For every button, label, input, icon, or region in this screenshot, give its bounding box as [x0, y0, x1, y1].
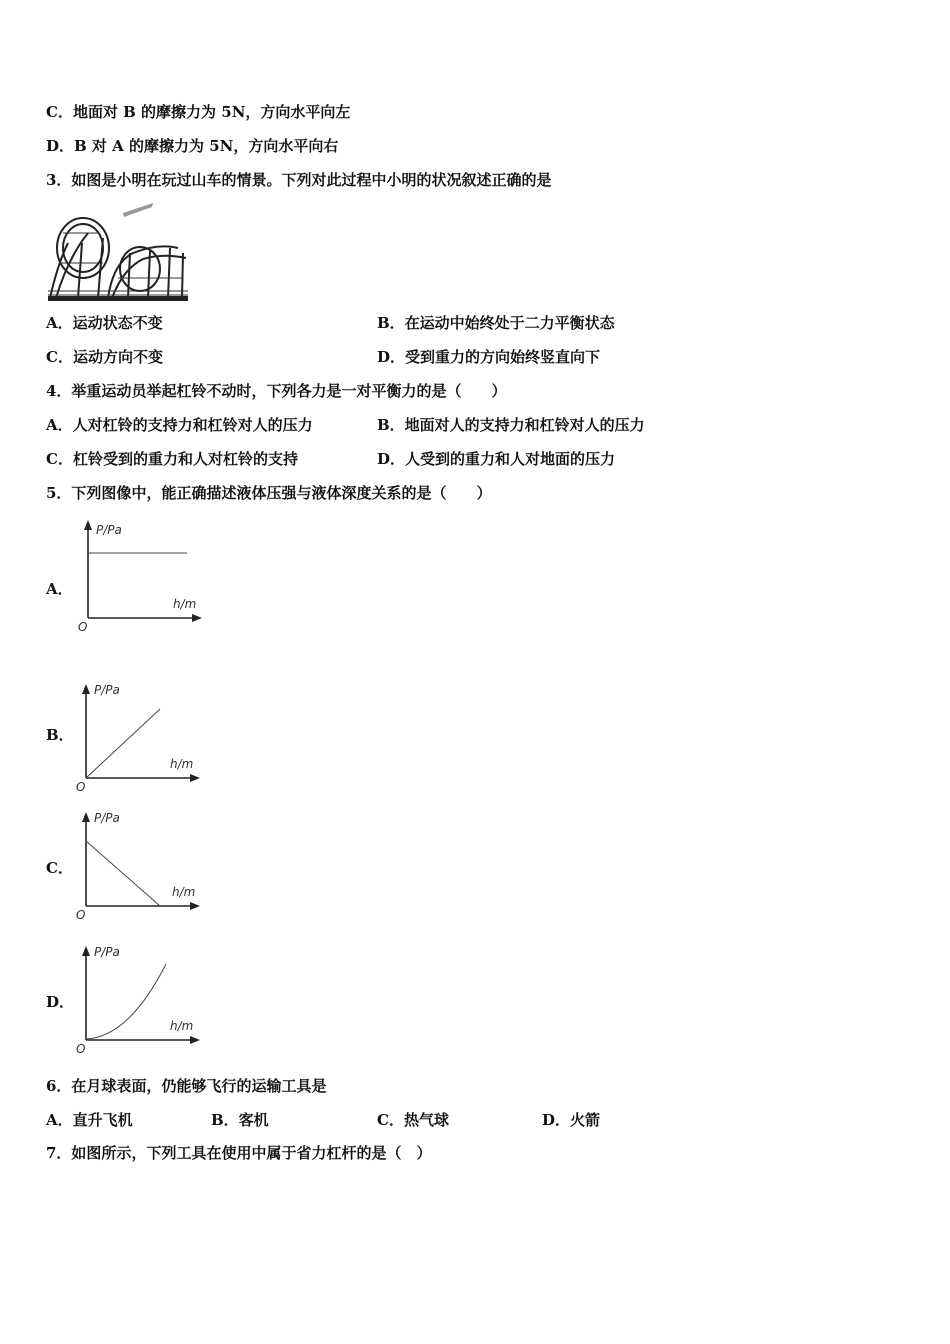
x-axis-label: h/m [173, 597, 197, 611]
q3-option-a: A．运动状态不变 [46, 314, 163, 332]
graph-a [76, 518, 206, 636]
q7-stem: 7．如图所示，下列工具在使用中属于省力杠杆的是（ ） [46, 1144, 432, 1162]
x-axis-arrow [190, 1036, 200, 1044]
roller-coaster-icon [48, 203, 188, 301]
pressure-line [86, 709, 160, 778]
q4-stem: 4．举重运动员举起杠铃不动时，下列各力是一对平衡力的是（ ） [46, 382, 507, 400]
pressure-curve [86, 964, 166, 1039]
graph-b [74, 680, 204, 798]
y-axis-arrow [82, 946, 90, 956]
graph-b-letter: B． [46, 726, 74, 744]
q3-option-b: B．在运动中始终处于二力平衡状态 [377, 314, 615, 332]
graph-d-letter: D． [46, 993, 75, 1011]
origin-label: O [78, 620, 88, 634]
y-axis-arrow [84, 520, 92, 530]
x-axis-label: h/m [170, 757, 194, 771]
q2-option-d: D．B 对 A 的摩擦力为 5N，方向水平向右 [46, 137, 339, 155]
q3-stem: 3．如图是小明在玩过山车的情景。下列对此过程中小明的状况叙述正确的是 [46, 171, 552, 189]
x-axis-label: h/m [172, 885, 196, 899]
q4-option-a: A．人对杠铃的支持力和杠铃对人的压力 [46, 416, 313, 434]
x-axis-arrow [192, 614, 202, 622]
q6-option-b: B．客机 [211, 1111, 269, 1129]
q3-option-c: C．运动方向不变 [46, 348, 163, 366]
y-axis-label: P/Pa [94, 811, 120, 825]
pressure-line [86, 841, 160, 906]
y-axis-label: P/Pa [94, 683, 120, 697]
x-axis-arrow [190, 774, 200, 782]
y-axis-arrow [82, 812, 90, 822]
origin-label: O [76, 908, 86, 922]
q6-option-d: D．火箭 [542, 1111, 601, 1129]
y-axis-label: P/Pa [94, 945, 120, 959]
q6-option-a: A．直升飞机 [46, 1111, 133, 1129]
q5-stem: 5．下列图像中，能正确描述液体压强与液体深度关系的是（ ） [46, 484, 492, 502]
q6-option-c: C．热气球 [377, 1111, 449, 1129]
graph-a-letter: A． [46, 580, 73, 598]
q4-option-b: B．地面对人的支持力和杠铃对人的压力 [377, 416, 645, 434]
q6-stem: 6．在月球表面，仍能够飞行的运输工具是 [46, 1077, 327, 1095]
origin-label: O [76, 1042, 86, 1056]
q4-option-d: D．人受到的重力和人对地面的压力 [377, 450, 616, 468]
q3-option-d: D．受到重力的方向始终竖直向下 [377, 348, 601, 366]
q2-option-c: C．地面对 B 的摩擦力为 5N，方向水平向左 [46, 103, 351, 121]
x-axis-label: h/m [170, 1019, 194, 1033]
y-axis-arrow [82, 684, 90, 694]
graph-d [74, 942, 204, 1060]
q4-option-c: C．杠铃受到的重力和人对杠铃的支持 [46, 450, 298, 468]
graph-c-letter: C． [46, 859, 73, 877]
graph-c [74, 808, 204, 926]
y-axis-label: P/Pa [96, 523, 122, 537]
origin-label: O [76, 780, 86, 794]
x-axis-arrow [190, 902, 200, 910]
